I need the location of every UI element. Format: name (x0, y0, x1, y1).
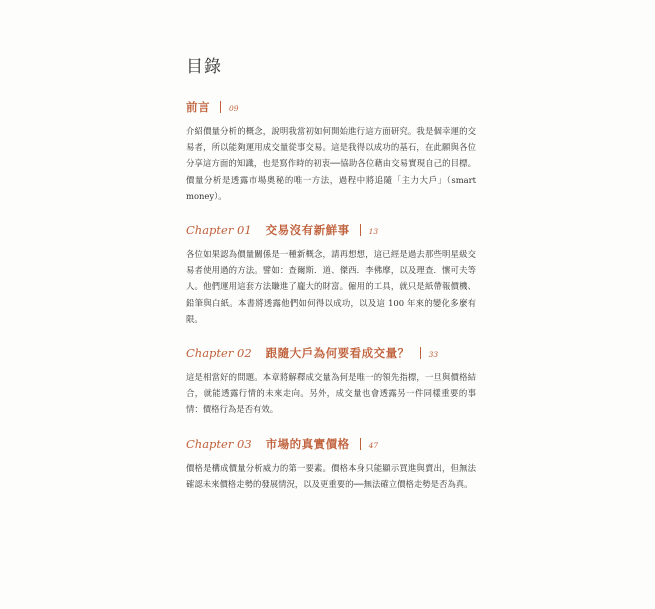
toc-section-preface (186, 99, 476, 204)
section-summary: 這是相當好的問題。本章將解釋成交量為何是唯一的領先指標，一旦與價格結合，就能透露行情的未來走向。另外，成交量也會透露另一件同樣重要的事情：價格行為是否有效。 (186, 372, 476, 415)
section-summary: 各位如果認為價量關係是一種新概念，請再想想，這已經是過去那些明星級交易者使用過的方法。譬如：查爾斯．道、傑西．李佛摩，以及理查．懷可夫等人。他們運用這套方法賺進了龐大的財富。僱用的工具，就只是紙帶報價機、鉛筆與白紙。本書將透露他們如何得以成功，以及這 100 年來的變化多麼有限。 (186, 249, 476, 324)
section-page-number: 09 (229, 104, 239, 113)
toc-section-chapter-03 (186, 436, 476, 492)
heading-separator (360, 224, 361, 236)
toc-page (186, 52, 476, 510)
section-heading (186, 345, 476, 361)
section-title: 前言 (186, 100, 210, 114)
section-page-number: 13 (368, 227, 379, 237)
section-summary: 介紹價量分析的概念，說明我當初如何開始進行這方面研究。我是個幸運的交易者，所以能夠運用成交量從事交易。這是我得以成功的基石，在此願與各位分享這方面的知識，也是寫作時的初衷──協助各位藉由交易實現自己的目標。價量分析是透露市場奧秘的唯一方法，過程中將追隨「主力大戶」（smart money）。 (186, 126, 476, 201)
section-title: 交易沒有新鮮事 (265, 223, 350, 238)
heading-separator (420, 347, 421, 359)
chapter-label: Chapter 03 (186, 436, 252, 451)
chapter-label: Chapter 01 (186, 223, 252, 238)
section-title: 跟隨大戶為何要看成交量？ (265, 346, 410, 361)
section-heading (186, 436, 476, 452)
section-title: 市場的真實價格 (265, 436, 350, 451)
section-page-number: 47 (368, 440, 379, 450)
heading-separator (220, 101, 221, 113)
chapter-label: Chapter 02 (186, 346, 252, 361)
section-heading (186, 222, 476, 238)
section-summary: 價格是構成價量分析威力的第一要素。價格本身只能顯示買進與賣出，但無法確認未來價格走勢的發展情況，以及更重要的──無法確立價格走勢是否為真。 (186, 462, 476, 489)
toc-section-chapter-01 (186, 222, 476, 327)
section-page-number: 33 (428, 350, 439, 360)
toc-title: 目錄 (186, 57, 222, 77)
toc-section-chapter-02 (186, 345, 476, 418)
section-heading (186, 99, 476, 115)
heading-separator (360, 438, 361, 450)
